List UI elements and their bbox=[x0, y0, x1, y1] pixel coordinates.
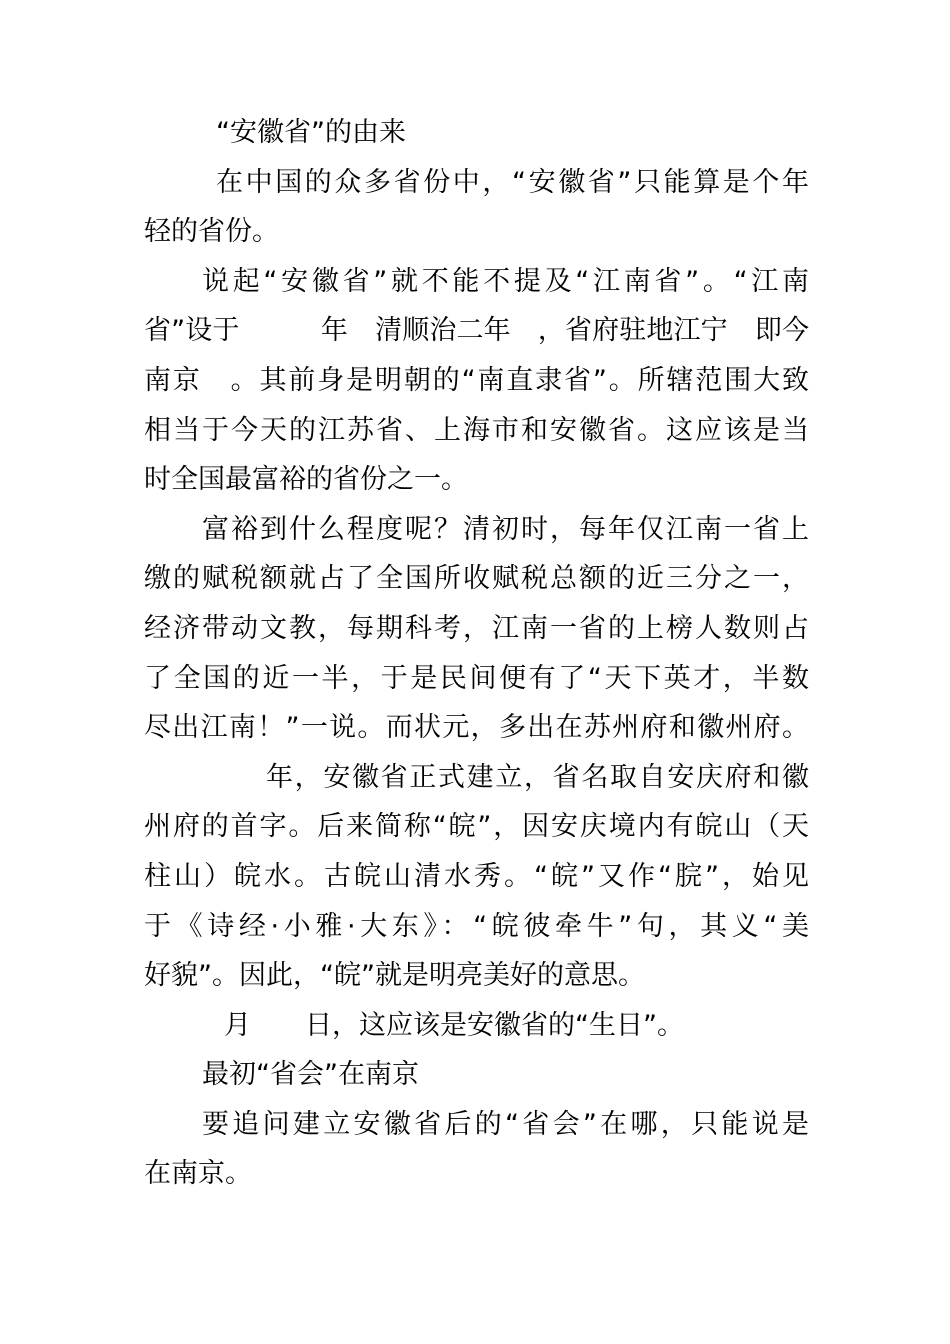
paragraph-line: 在南京。 bbox=[144, 1158, 252, 1190]
paragraph-line: 柱山）皖水。古皖山清水秀。“皖”又作“脘”，始见 bbox=[144, 860, 809, 892]
paragraph-line: 了全国的近一半，于是民间便有了“天下英才，半数 bbox=[144, 662, 809, 694]
section-title: “安徽省”的由来 bbox=[216, 117, 406, 148]
paragraph-line: 时全国最富裕的省份之一。 bbox=[144, 464, 468, 496]
document-body bbox=[144, 108, 809, 1199]
paragraph-line: 年，安徽省正式建立，省名取自安庆府和徽 bbox=[266, 761, 809, 793]
paragraph-line: 说起“安徽省”就不能不提及“江南省”。“江南 bbox=[202, 265, 809, 297]
paragraph-line: 要追问建立安徽省后的“省会”在哪，只能说是 bbox=[202, 1108, 809, 1140]
paragraph-line: 富裕到什么程度呢？清初时，每年仅江南一省上 bbox=[202, 513, 809, 545]
paragraph-line: 缴的赋税额就占了全国所收赋税总额的近三分之一， bbox=[144, 563, 809, 595]
paragraph-line: 省”设于 年 清顺治二年 ，省府驻地江宁 即今 bbox=[144, 315, 809, 347]
paragraph-line: 相当于今天的江苏省、上海市和安徽省。这应该是当 bbox=[144, 414, 809, 446]
paragraph-line: 好貌”。因此，“皖”就是明亮美好的意思。 bbox=[144, 960, 645, 992]
paragraph-line: 月 日，这应该是安徽省的“生日”。 bbox=[224, 1009, 684, 1041]
section-heading: 最初“省会”在南京 bbox=[202, 1059, 419, 1091]
paragraph-line: 南京 。其前身是明朝的“南直隶省”。所辖范围大致 bbox=[144, 364, 809, 396]
paragraph-line: 经济带动文教，每期科考，江南一省的上榜人数则占 bbox=[144, 612, 809, 644]
paragraph-line: 轻的省份。 bbox=[144, 216, 279, 248]
paragraph-line: 尽出江南！”一说。而状元，多出在苏州府和徽州府。 bbox=[144, 712, 809, 744]
paragraph-line: 在中国的众多省份中，“安徽省”只能算是个年 bbox=[216, 166, 809, 198]
paragraph-line: 州府的首字。后来简称“皖”，因安庆境内有皖山（天 bbox=[144, 811, 809, 843]
paragraph-line: 于《诗经·小雅·大东》：“皖彼牵牛”句，其义“美 bbox=[144, 910, 809, 942]
